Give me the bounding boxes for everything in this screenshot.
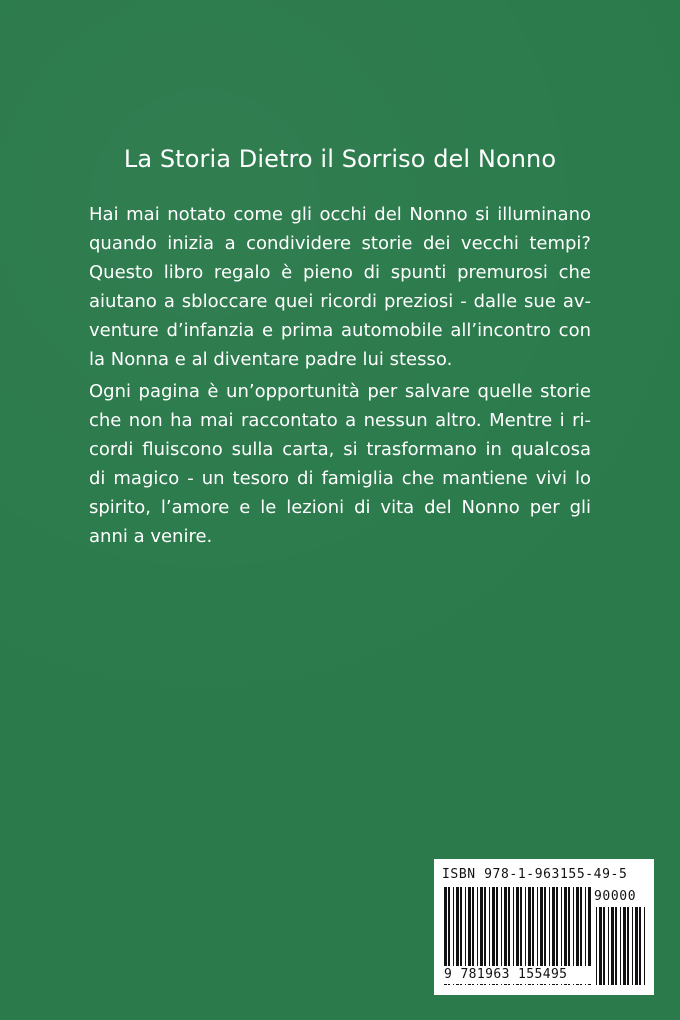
addon-bar — [623, 907, 626, 985]
addon-bar — [611, 907, 614, 985]
isbn-barcode — [434, 859, 654, 995]
addon-barcode-bars — [594, 907, 648, 985]
price-addon-digits: 90000 — [594, 889, 637, 904]
addon-bar — [599, 907, 602, 985]
book-title: La Storia Dietro il Sorriso del Nonno — [123, 145, 557, 173]
addon-bar — [596, 907, 597, 985]
addon-bar — [639, 907, 641, 985]
description-paragraph-2: Ogni pagina è un’opportunità per salvare quelle storie che non ha mai raccontato a nessun altro. Mentre i ricordi fluiscono sulla carta, si trasformano in qualcosa di magico - un tesoro di famiglia che mantiene vivi lo spirito, l’amore e le lezioni di vita del Nonno per gli anni a venire. — [89, 381, 591, 547]
addon-bar — [608, 907, 609, 985]
ean-digits: 9 781963 155495 — [442, 966, 592, 984]
addon-bar — [632, 907, 633, 985]
addon-bar — [627, 907, 629, 985]
addon-bar — [603, 907, 605, 985]
addon-bar — [620, 907, 621, 985]
addon-bar — [635, 907, 638, 985]
isbn-label: ISBN 978-1-963155-49-5 — [442, 867, 628, 882]
addon-bar — [615, 907, 617, 985]
addon-bar — [644, 907, 645, 985]
description-paragraph-1: Hai mai notato come gli occhi del Nonno si illuminano quando inizia a condividere storie dei vecchi tempi? Questo libro regalo è pieno di spunti premurosi che aiutano a sbloccare quei ricordi preziosi - dalle sue avventure d’infanzia e prima automobile all’incontro con la Nonna e al diventare padre lui stesso. — [89, 204, 591, 370]
